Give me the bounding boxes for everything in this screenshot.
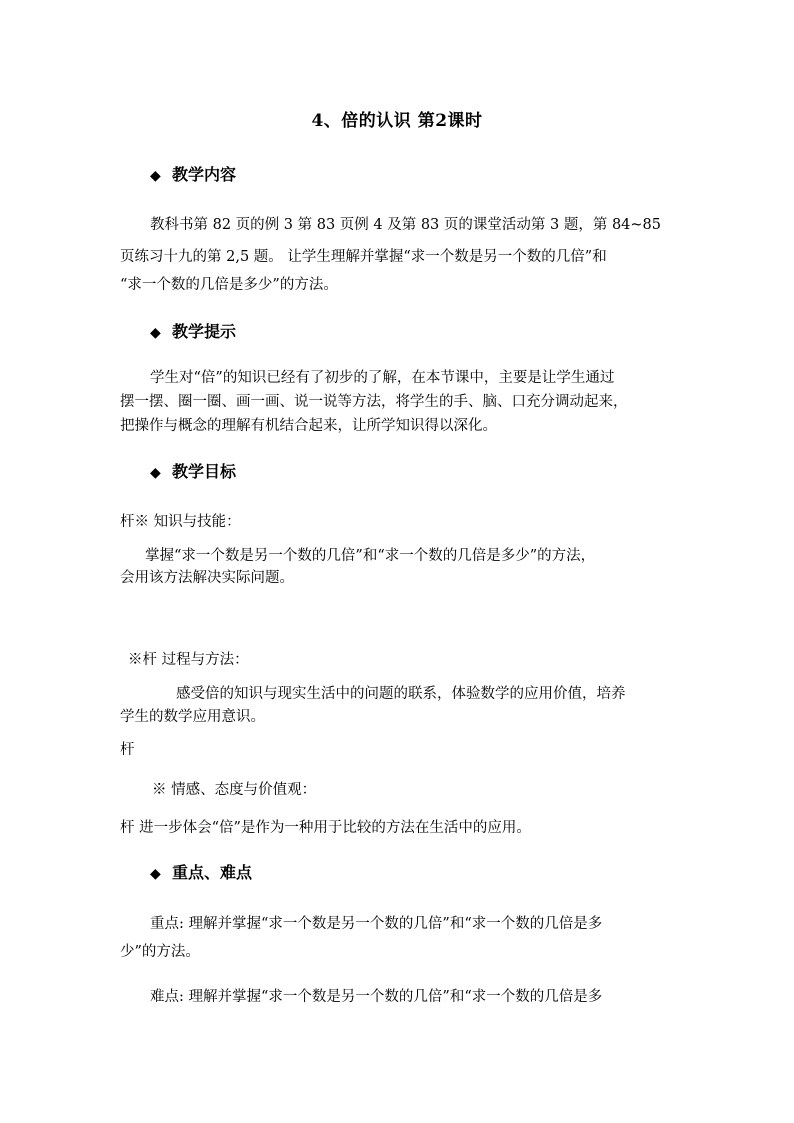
section-heading-label: 教学目标 [172,462,237,481]
section-heading-label: 教学提示 [172,322,237,341]
paragraph-line: 页练习十九的第 2,5 题。 让学生理解并掌握“求一个数是另一个数的几倍”和 [120,249,607,265]
paragraph-line: “求一个数的几倍是多少”的方法。 [120,277,338,293]
paragraph-line: 教科书第 82 页的例 3 第 83 页例 4 及第 83 页的课堂活动第 3 题，第 84~85 [150,217,661,233]
paragraph-line: 学生的数学应用意识。 [120,709,265,725]
diamond-bullet-icon: ◆ [150,168,161,184]
diamond-bullet-icon: ◆ [150,866,161,882]
paragraph-line: 把操作与概念的理解有机结合起来，让所学知识得以深化。 [120,418,497,434]
paragraph-line: 少”的方法。 [120,944,200,960]
goal-label-emotion: ※ 情感、态度与价值观： [152,782,317,798]
paragraph-line: 会用该方法解决实际问题。 [120,570,294,586]
section-heading-goals [150,459,236,482]
section-heading-content [150,162,236,185]
paragraph-line: 难点: 理解并掌握“求一个数是另一个数的几倍”和“求一个数的几倍是多 [150,989,603,1005]
section-heading-label: 重点、难点 [172,863,253,882]
paragraph-line: 杆 进一步体会“倍”是作为一种用于比较的方法在生活中的应用。 [120,820,531,836]
stray-mark: 杆 [120,742,135,758]
goal-label-process: ※杆 过程与方法： [128,652,249,668]
section-heading-hint [150,319,236,342]
diamond-bullet-icon: ◆ [150,325,161,341]
paragraph-line: 感受倍的知识与现实生活中的问题的联系，体验数学的应用价值，培养 [176,686,626,702]
paragraph-line: 掌握“求一个数是另一个数的几倍”和“求一个数的几倍是多少”的方法， [145,548,596,564]
paragraph-line: 学生对“倍”的知识已经有了初步的了解，在本节课中，主要是让学生通过 [150,370,615,386]
paragraph-line: 重点: 理解并掌握“求一个数是另一个数的几倍”和“求一个数的几倍是多 [150,916,603,932]
page-title: 4、倍的认识 第2课时 [311,111,483,131]
paragraph-line: 摆一摆、圈一圈、画一画、说一说等方法，将学生的手、脑、口充分调动起来， [120,394,628,410]
diamond-bullet-icon: ◆ [150,465,161,481]
goal-label-knowledge: 杆※ 知识与技能： [120,514,241,530]
section-heading-label: 教学内容 [172,165,237,184]
section-heading-key-points [150,860,252,883]
